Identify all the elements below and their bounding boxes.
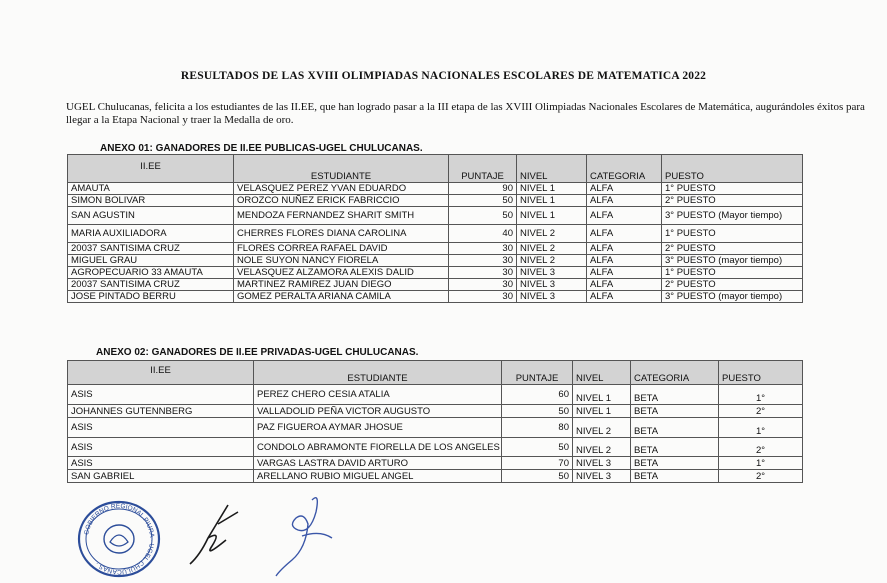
- col-header-puntaje: PUNTAJE: [502, 361, 573, 385]
- annex-2-table: [67, 360, 803, 483]
- cell-puntaje: 30: [449, 243, 517, 255]
- cell-iiee: 20037 SANTISIMA CRUZ: [68, 279, 234, 291]
- cell-estudiante: PAZ FIGUEROA AYMAR JHOSUE: [254, 418, 502, 438]
- intro-paragraph: UGEL Chulucanas, felicita a los estudiantes de las II.EE, que han logrado pasar a la III etapa de las XVIII Olimpiadas Nacionales Escolares de Matemática, augurándoles éxitos para llegar a la Etapa Nacional y traer la Medalla de oro.: [66, 101, 865, 126]
- svg-text:GOBIERNO REGIONAL PIURA · UGEL: GOBIERNO REGIONAL PIURA · UGEL CHULUCANAS ·: [83, 502, 156, 576]
- cell-estudiante: VELASQUEZ PEREZ YVAN EDUARDO: [234, 183, 449, 195]
- cell-nivel: NIVEL 2: [517, 255, 587, 267]
- cell-puesto: 2°: [719, 470, 803, 483]
- table-row: [68, 457, 803, 470]
- col-header-nivel: NIVEL: [573, 361, 631, 385]
- cell-puesto: 3° PUESTO (Mayor tiempo): [662, 207, 803, 225]
- cell-nivel: NIVEL 3: [517, 291, 587, 303]
- cell-puesto: 2° PUESTO: [662, 195, 803, 207]
- cell-nivel: NIVEL 1: [517, 195, 587, 207]
- cell-nivel: NIVEL 3: [517, 267, 587, 279]
- cell-iiee: AGROPECUARIO 33 AMAUTA: [68, 267, 234, 279]
- cell-iiee: ASIS: [68, 457, 254, 470]
- col-header-puesto: PUESTO: [662, 155, 803, 183]
- cell-puntaje: 30: [449, 255, 517, 267]
- table-row: [68, 195, 803, 207]
- cell-puntaje: 70: [502, 457, 573, 470]
- cell-nivel: NIVEL 3: [573, 470, 631, 483]
- cell-estudiante: CHERRES FLORES DIANA CAROLINA: [234, 225, 449, 243]
- cell-estudiante: VALLADOLID PEÑA VICTOR AUGUSTO: [254, 405, 502, 418]
- table-row: [68, 183, 803, 195]
- cell-nivel: NIVEL 2: [573, 418, 631, 438]
- col-header-estudiante: ESTUDIANTE: [234, 155, 449, 183]
- col-header-categoria: CATEGORIA: [631, 361, 719, 385]
- cell-puesto: 2°: [719, 405, 803, 418]
- cell-puesto: 3° PUESTO (mayor tiempo): [662, 255, 803, 267]
- col-header-puntaje: PUNTAJE: [449, 155, 517, 183]
- cell-iiee: SAN GABRIEL: [68, 470, 254, 483]
- cell-categoria: ALFA: [587, 255, 662, 267]
- cell-estudiante: VELASQUEZ ALZAMORA ALEXIS DALID: [234, 267, 449, 279]
- cell-iiee: ASIS: [68, 418, 254, 438]
- cell-iiee: JOHANNES GUTENNBERG: [68, 405, 254, 418]
- col-header-nivel: NIVEL: [517, 155, 587, 183]
- cell-nivel: NIVEL 2: [517, 243, 587, 255]
- cell-puntaje: 40: [449, 225, 517, 243]
- cell-estudiante: OROZCO NUÑEZ ERICK FABRICCIO: [234, 195, 449, 207]
- cell-categoria: ALFA: [587, 207, 662, 225]
- col-header-iiee: II.EE: [68, 361, 254, 385]
- cell-iiee: ASIS: [68, 385, 254, 405]
- cell-categoria: ALFA: [587, 225, 662, 243]
- cell-puesto: 1°: [719, 385, 803, 405]
- cell-estudiante: MENDOZA FERNANDEZ SHARIT SMITH: [234, 207, 449, 225]
- cell-puesto: 1° PUESTO: [662, 225, 803, 243]
- table-row: [68, 385, 803, 405]
- cell-puesto: 2° PUESTO: [662, 243, 803, 255]
- cell-puntaje: 50: [449, 195, 517, 207]
- cell-iiee: 20037 SANTISIMA CRUZ: [68, 243, 234, 255]
- table-row: [68, 255, 803, 267]
- cell-nivel: NIVEL 1: [573, 405, 631, 418]
- cell-nivel: NIVEL 1: [517, 207, 587, 225]
- cell-puntaje: 80: [502, 418, 573, 438]
- cell-nivel: NIVEL 2: [517, 225, 587, 243]
- cell-nivel: NIVEL 3: [517, 279, 587, 291]
- cell-puntaje: 30: [449, 279, 517, 291]
- table-row: [68, 279, 803, 291]
- table-row: [68, 207, 803, 225]
- cell-estudiante: VARGAS LASTRA DAVID ARTURO: [254, 457, 502, 470]
- cell-iiee: SIMON BOLIVAR: [68, 195, 234, 207]
- cell-estudiante: GOMEZ PERALTA ARIANA CAMILA: [234, 291, 449, 303]
- cell-categoria: BETA: [631, 405, 719, 418]
- cell-estudiante: CONDOLO ABRAMONTE FIORELLA DE LOS ANGELES: [254, 438, 502, 457]
- cell-puntaje: 50: [502, 405, 573, 418]
- official-seal-icon: [74, 498, 164, 580]
- cell-nivel: NIVEL 3: [573, 457, 631, 470]
- cell-iiee: SAN AGUSTIN: [68, 207, 234, 225]
- cell-iiee: ASIS: [68, 438, 254, 457]
- cell-estudiante: NOLE SUYON NANCY FIORELA: [234, 255, 449, 267]
- cell-puntaje: 50: [502, 438, 573, 457]
- cell-puntaje: 50: [502, 470, 573, 483]
- cell-iiee: JOSE PINTADO BERRU: [68, 291, 234, 303]
- cell-puntaje: 90: [449, 183, 517, 195]
- cell-puesto: 1° PUESTO: [662, 267, 803, 279]
- cell-categoria: BETA: [631, 385, 719, 405]
- table-row: [68, 438, 803, 457]
- cell-puntaje: 30: [449, 267, 517, 279]
- cell-estudiante: MARTINEZ RAMIREZ JUAN DIEGO: [234, 279, 449, 291]
- cell-categoria: BETA: [631, 438, 719, 457]
- table-row: [68, 267, 803, 279]
- cell-estudiante: PEREZ CHERO CESIA ATALIA: [254, 385, 502, 405]
- cell-categoria: ALFA: [587, 279, 662, 291]
- cell-puesto: 1°: [719, 418, 803, 438]
- cell-puesto: 2°: [719, 438, 803, 457]
- signature-2: [262, 490, 352, 580]
- table-row: [68, 243, 803, 255]
- col-header-categoria: CATEGORIA: [587, 155, 662, 183]
- cell-estudiante: FLORES CORREA RAFAEL DAVID: [234, 243, 449, 255]
- cell-nivel: NIVEL 2: [573, 438, 631, 457]
- cell-puntaje: 50: [449, 207, 517, 225]
- cell-puesto: 1° PUESTO: [662, 183, 803, 195]
- document-title: RESULTADOS DE LAS XVIII OLIMPIADAS NACIONALES ESCOLARES DE MATEMATICA 2022: [180, 70, 707, 82]
- cell-categoria: ALFA: [587, 183, 662, 195]
- cell-categoria: ALFA: [587, 243, 662, 255]
- table-row: [68, 418, 803, 438]
- table-row: [68, 225, 803, 243]
- cell-categoria: ALFA: [587, 291, 662, 303]
- col-header-estudiante: ESTUDIANTE: [254, 361, 502, 385]
- cell-categoria: ALFA: [587, 267, 662, 279]
- cell-nivel: NIVEL 1: [517, 183, 587, 195]
- cell-puntaje: 30: [449, 291, 517, 303]
- col-header-iiee: II.EE: [68, 155, 234, 183]
- cell-estudiante: ARELLANO RUBIO MIGUEL ANGEL: [254, 470, 502, 483]
- cell-puesto: 3° PUESTO (mayor tiempo): [662, 291, 803, 303]
- annex-2-title: ANEXO 02: GANADORES DE II.EE PRIVADAS-UGEL CHULUCANAS.: [96, 347, 419, 358]
- annex-1-title: ANEXO 01: GANADORES DE II.EE PUBLICAS-UGEL CHULUCANAS.: [100, 143, 423, 154]
- cell-puesto: 2° PUESTO: [662, 279, 803, 291]
- signature-1: [178, 500, 258, 570]
- table-row: [68, 291, 803, 303]
- table-row: [68, 470, 803, 483]
- cell-iiee: AMAUTA: [68, 183, 234, 195]
- col-header-puesto: PUESTO: [719, 361, 803, 385]
- cell-categoria: BETA: [631, 418, 719, 438]
- cell-puesto: 1°: [719, 457, 803, 470]
- cell-categoria: BETA: [631, 457, 719, 470]
- cell-iiee: MARIA AUXILIADORA: [68, 225, 234, 243]
- cell-iiee: MIGUEL GRAU: [68, 255, 234, 267]
- annex-1-table: [67, 154, 803, 303]
- cell-categoria: BETA: [631, 470, 719, 483]
- cell-categoria: ALFA: [587, 195, 662, 207]
- table-row: [68, 405, 803, 418]
- cell-puntaje: 60: [502, 385, 573, 405]
- cell-nivel: NIVEL 1: [573, 385, 631, 405]
